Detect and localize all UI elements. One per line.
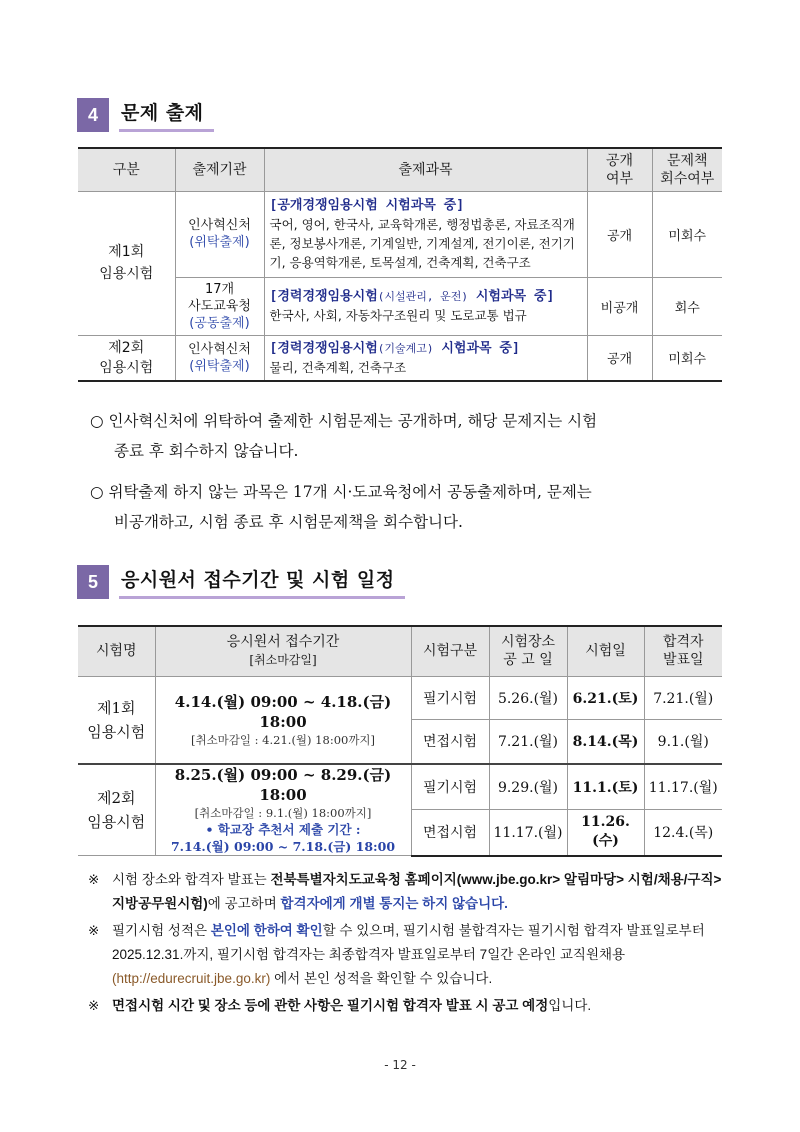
category-cell: 제1회 임용시험: [78, 191, 175, 335]
place-cell: 11.17.(월): [489, 810, 567, 856]
cancel-deadline: [취소마감일 : 4.21.(월) 18:00까지]: [190, 732, 376, 747]
section-number: 4: [77, 98, 109, 132]
result-cell: 7.21.(월): [644, 676, 722, 719]
org-name: 인사혁신처: [188, 341, 251, 357]
date-cell: 8.14.(목): [567, 719, 644, 764]
exam-name-cell: 제1회 임용시험: [78, 676, 155, 764]
org-cell: [175, 335, 264, 381]
header-collect: 문제책 회수여부: [652, 148, 722, 191]
result-cell: 12.4.(목): [644, 810, 722, 856]
period-text: 8.25.(월) 09:00 ~ 8.29.(금) 18:00: [174, 766, 392, 804]
reference-mark: ※: [88, 872, 100, 887]
recommendation-period: 7.14.(월) 09:00 ~ 7.18.(금) 18:00: [170, 839, 396, 854]
org-sub: (위탁출제): [189, 235, 250, 250]
subject-cell: [264, 277, 587, 335]
subject-cell: [264, 335, 587, 381]
subject-title: [공개경쟁임용시험 시험과목 중]: [269, 198, 465, 213]
note-line: 종료 후 회수하지 않습니다.: [114, 442, 299, 460]
org-sub: (위탁출제): [189, 358, 250, 374]
recommendation-label: • 학교장 추천서 제출 기간 :: [205, 822, 361, 837]
subject-text: 물리, 건축계획, 건축구조: [269, 359, 407, 375]
bullet-mark: ○: [90, 483, 104, 501]
section-4-heading: [77, 96, 214, 132]
org-name: 17개 사도교육청: [188, 281, 251, 314]
reference-mark: ※: [88, 998, 100, 1013]
header-period-label: 응시원서 접수기간: [226, 634, 340, 651]
org-name: 인사혁신처: [188, 218, 251, 233]
type-cell: 필기시험: [411, 764, 489, 810]
footnote-item: [88, 994, 733, 1018]
subject-text: 한국사, 사회, 자동차구조원리 및 도로교통 법규: [269, 308, 527, 323]
table-row: [78, 277, 722, 335]
header-result: 합격자 발표일: [644, 626, 722, 676]
header-org: 출제기관: [175, 148, 264, 191]
subject-cell: [264, 191, 587, 277]
org-cell: [175, 277, 264, 335]
section-number: 5: [77, 565, 109, 599]
reference-mark: ※: [88, 923, 100, 938]
section-5-heading: [77, 563, 405, 599]
org-cell: [175, 191, 264, 277]
collect-cell: 미회수: [652, 191, 722, 277]
header-period-sub: [취소마감일]: [249, 653, 317, 668]
date-cell: 11.1.(토): [567, 764, 644, 810]
section-title: 응시원서 접수기간 및 시험 일정: [119, 565, 405, 599]
collect-cell: 미회수: [652, 335, 722, 381]
note-item: [90, 406, 730, 466]
exam-question-table: [78, 147, 722, 382]
period-cell: [155, 676, 411, 764]
date-cell: 11.26.(수): [567, 810, 644, 856]
place-cell: 7.21.(월): [489, 719, 567, 764]
period-cell: [155, 764, 411, 856]
section-title: 문제 출제: [119, 98, 214, 132]
type-cell: 면접시험: [411, 719, 489, 764]
header-exam-name: 시험명: [78, 626, 155, 676]
table-row: [78, 676, 722, 719]
note-item: [90, 477, 730, 537]
open-cell: 비공개: [587, 277, 652, 335]
header-type: 시험구분: [411, 626, 489, 676]
header-date: 시험일: [567, 626, 644, 676]
footnote-text: 필기시험 성적은 본인에 한하여 확인할 수 있으며, 필기시험 불합격자는 필기시험 합격자 발표일로부터 2025.12.31.까지, 필기시험 합격자는 최종합격자 발표일로부터 7일간 온라인 교직원채용(http://edurecruit.jbe.go.kr) 에서 본인 성적을 확인할 수 있습니다.: [112, 923, 705, 986]
note-line: 비공개하고, 시험 종료 후 시험문제책을 회수합니다.: [114, 513, 463, 531]
exam-name-cell: 제2회 임용시험: [78, 764, 155, 856]
header-place: 시험장소 공 고 일: [489, 626, 567, 676]
footnote-item: [88, 868, 733, 916]
table-row: [78, 335, 722, 381]
footnotes: [88, 868, 733, 1021]
footnote-text: 면접시험 시간 및 장소 등에 관한 사항은 필기시험 합격자 발표 시 공고 예정입니다.: [112, 998, 592, 1013]
place-cell: 9.29.(월): [489, 764, 567, 810]
exam-schedule-table: [78, 625, 722, 857]
table-row: [78, 191, 722, 277]
period-text: 4.14.(월) 09:00 ~ 4.18.(금) 18:00: [174, 692, 392, 731]
note-line: 위탁출제 하지 않는 과목은 17개 시·도교육청에서 공동출제하며, 문제는: [108, 483, 592, 501]
bullet-mark: ○: [90, 412, 104, 430]
subject-text: 국어, 영어, 한국사, 교육학개론, 행정법총론, 자료조직개론, 정보봉사개론, 기계일반, 기계설계, 전기이론, 전기기기, 응용역학개론, 토목설계, 건축계획, 건축구조: [269, 217, 575, 270]
result-cell: 11.17.(월): [644, 764, 722, 810]
header-period: [155, 626, 411, 676]
org-sub: (공동출제): [189, 315, 250, 331]
footnote-item: [88, 919, 733, 991]
note-line: 인사혁신처에 위탁하여 출제한 시험문제는 공개하며, 해당 문제지는 시험: [108, 412, 598, 430]
place-cell: 5.26.(월): [489, 676, 567, 719]
header-open: 공개 여부: [587, 148, 652, 191]
results-link[interactable]: (http://edurecruit.jbe.go.kr): [112, 971, 271, 986]
header-category: 구분: [78, 148, 175, 191]
type-cell: 면접시험: [411, 810, 489, 856]
category-cell: 제2회 임용시험: [78, 335, 175, 381]
subject-title: [경력경쟁임용시험(기술계고) 시험과목 중]: [269, 340, 520, 356]
open-cell: 공개: [587, 191, 652, 277]
footnote-text: 시험 장소와 합격자 발표는 전북특별자치도교육청 홈페이지(www.jbe.go.kr> 알림마당> 시험/채용/구직> 지방공무원시험)에 공고하며 합격자에게 개별 통지는 하지 않습니다.: [112, 872, 722, 911]
result-cell: 9.1.(월): [644, 719, 722, 764]
open-cell: 공개: [587, 335, 652, 381]
header-subject: 출제과목: [264, 148, 587, 191]
page-number: - 12 -: [384, 1058, 416, 1072]
date-cell: 6.21.(토): [567, 676, 644, 719]
table-row: [78, 764, 722, 810]
type-cell: 필기시험: [411, 676, 489, 719]
cancel-deadline: [취소마감일 : 9.1.(월) 18:00까지]: [194, 806, 372, 820]
collect-cell: 회수: [652, 277, 722, 335]
subject-title: [경력경쟁임용시험(시설관리, 운전) 시험과목 중]: [269, 289, 555, 304]
